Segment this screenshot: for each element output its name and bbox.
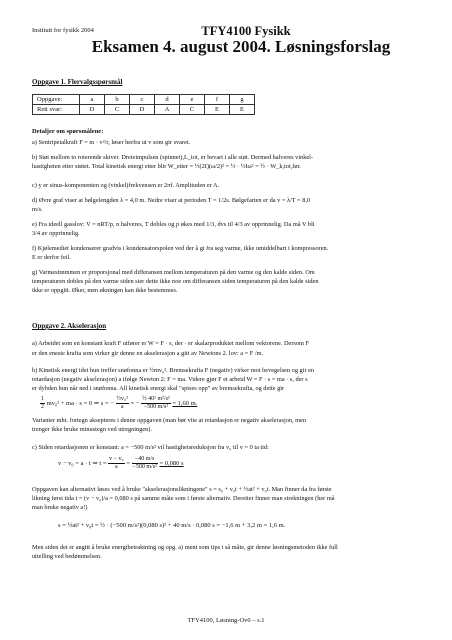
table-cell: E (205, 105, 230, 115)
paragraph-1g-line2: temperaturen dobles på den varme siden sier dette ikke noe om differansen siden temperaturen på den kalde siden (32, 278, 319, 285)
paragraph-1d-line1: d) Øvre graf viser at bølgelengden λ = 4,0 m. Nedre viser at perioden T = 1/2s. Bølgefarten er da v = λ/T = 8,0 (32, 197, 311, 204)
task1-heading: Oppgave 1. Flervalgsspørsmål (32, 78, 123, 86)
equation-text: v − v₀ = a · t ⇒ t = (58, 459, 107, 467)
fraction-half: $\frac{1}{2}$ (41, 396, 44, 410)
table-cell: g (230, 95, 255, 105)
page-title: Eksamen 4. august 2004. Løsningsforslag (91, 37, 391, 56)
paragraph-1e-line2: 3/4 av opprinnelig. (32, 230, 80, 237)
table-cell: C (105, 105, 130, 115)
paragraph-1a: a) Sentripetalkraft F = m · v²/r, løser herfra ut v som gir svaret. (32, 139, 191, 146)
table-cell: E (230, 105, 255, 115)
table-cell: D (80, 105, 105, 115)
answer-table (32, 94, 255, 115)
paragraph-2c-line6: uttelling ved bedømmelsen. (32, 553, 102, 560)
paragraph-1f-line2: E er derfor feil. (32, 254, 71, 261)
fraction: $\frac{-40 m/s}{\text{−500 m/s²}}$ (132, 456, 157, 470)
equation-2b (40, 396, 197, 411)
table-cell: a (80, 95, 105, 105)
paragraph-2c-line1: c) Siden retardasjonen er konstant: a = −500 m/s² vil hastighetsreduksjon fra v₀ til v = 0 ta tid: (32, 444, 269, 451)
equation-result: = 0,080 s (159, 459, 184, 467)
paragraph-2b-after1: Varianter mht. fortegn aksepteres i denne oppgaven (man bør vite at retardasjon er negativ akselerasjon, men (32, 417, 306, 424)
paragraph-2c-line2: Oppgaven kan alternativt løses ved å bruke "akselerasjonslikningene" s = s₀ + v₀t + ½at² + v₀t. Man finner da fra første (32, 486, 332, 493)
equation-2c: v − v₀ = a · t ⇒ t = $\frac{\text{v − v₀}}{a}$ = $\frac{-40 m/s}{\text{−500 m/s²}}$ = 0,080 s (58, 456, 184, 470)
paragraph-2b-after2: trenger ikke bruke minustegn ved utregningen). (32, 426, 152, 433)
fraction: $\frac{\text{v − v₀}}{a}$ (109, 456, 124, 470)
table-cell: b (105, 95, 130, 105)
page-footer: TFY4100, Løsning-Ov0 – s.1 (187, 617, 265, 624)
fraction: $\frac{\text{½ 40² m²/s²}}{\text{−500 m/s²}}$ (142, 396, 170, 410)
paragraph-1b-line1: b) Støt mellom to roterende skiver. Dreieimpulsen (spinnet),L_tot, er bevart i alle støt. Dermed halveres vinkel- (32, 154, 314, 161)
paragraph-1f-line1: f) Kjølemediet kondenserer gradvis i kondensatorspolen ved der å gi fra seg varme, ikke umiddelbart i kompressoren. (32, 245, 329, 252)
paragraph-2b-line3: er dybden hun når ned i snøfonna. All kinetisk energi skal "spises opp" av bremsekrafta, og dette gir (32, 385, 285, 392)
paragraph-1g-line1: g) Varmestrømmen er proporsjonal med differansen mellom temperaturen på den varme og den kalde siden. Om (32, 269, 315, 276)
paragraph-2c-line4: man bruke negativ a!) (32, 504, 88, 511)
table-cell: Oppgave: (33, 95, 80, 105)
table-cell: d (155, 95, 180, 105)
task2-heading: Oppgave 2. Akselerasjon (32, 322, 107, 330)
paragraph-2a-line1: a) Arbeidet som en konstant kraft F utfører er W = F · s, der · er skalarproduktet mellom vektorene. Dersom F (32, 340, 309, 347)
table-cell: C (180, 105, 205, 115)
fraction: $\frac{\text{½v₀²}}{a}$ (116, 396, 128, 410)
equation-2c-alt: s = ½at² + v₀t = ½ · (−500 m/s²)(0,080 s)² + 40 m/s · 0,080 s = −1,6 m + 3,2 m = 1,6 m. (58, 522, 286, 529)
paragraph-1e-line1: e) Fra ideell gasslov: V = nRT/p, n halveres, T dobles og p økes med 1/3, dvs til 4/3 av opprinnelig. Da må V bli (32, 221, 315, 228)
table-cell: c (130, 95, 155, 105)
paragraph-2c-line5: Men siden det er angitt å bruke energibetraktning og opg. a) ment som tips i så måte, gir denne løsningsmetoden ikke full (32, 544, 338, 551)
paragraph-1b-line2: hastigheten etter støtet. Total kinetisk energi etter blir W_etter = ½(2I)(ω/2)² = ½ · ½Iω² = ½ · W_k,tot,før. (32, 163, 301, 170)
paragraph-1g-line3: ikke er oppgitt. Øker, men økningen kan ikke bestemmes. (32, 287, 178, 294)
equation-text: mv₀² + ma · s = 0 ⇒ s = − (46, 399, 114, 407)
table-row (33, 95, 255, 105)
paragraph-2c-line3: likning først tida t = (v − v₀)/a = 0,080 s på samme måte som i første alternativ. Deretter finner man strekningen (her må (32, 495, 335, 502)
paragraph-2a-line2: er den eneste krafta som virker gir denne en akselerasjon a gitt av Newtons 2. lov: a = F /m. (32, 350, 264, 357)
course-title: TFY4100 Fysikk (201, 24, 291, 38)
equation-result: = 1,60 m. (172, 399, 198, 407)
table-cell: A (155, 105, 180, 115)
paragraph-2b-line2: retardasjon (negativ akselerasjon) a ifølge Newton 2: F = ma. Videre gjør F et arbeid W = F · s = ma · s, der s (32, 376, 308, 383)
table-cell: f (205, 95, 230, 105)
equation-text: = − (130, 399, 140, 407)
paragraph-1d-line2: m/s. (32, 206, 43, 213)
institute-label: Institutt for fysikk 2004 (32, 27, 94, 34)
table-row (33, 105, 255, 115)
table-cell: e (180, 95, 205, 105)
paragraph-2b-line1: b) Kinetisk energi idet hun treffer snøfonna er ½mv₀². Bremsekrafta F (negativ) virker mot bevegelsen og gir en (32, 367, 315, 374)
table-cell: D (130, 105, 155, 115)
details-heading: Detaljer om spørsmålene: (32, 128, 104, 135)
paragraph-1c: c) y er sinus-komponenten og (vinkel)frekvensen er 2πf. Amplituden er A. (32, 182, 220, 189)
table-cell: Rett svar: (33, 105, 80, 115)
